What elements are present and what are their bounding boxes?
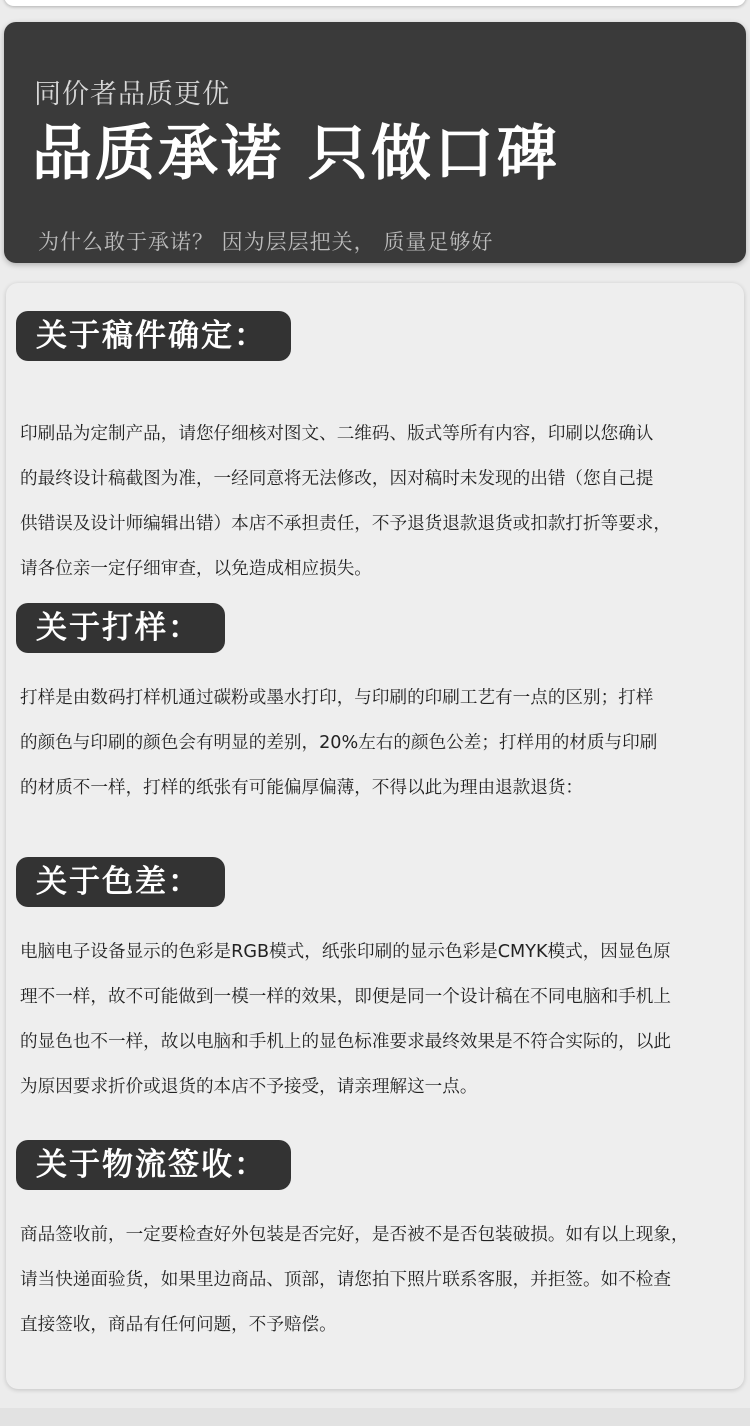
- section-heading: 关于打样：: [16, 603, 225, 653]
- body-line: 打样是由数码打样机通过碳粉或墨水打印，与印刷的印刷工艺有一点的区别；打样: [20, 688, 654, 708]
- body-line: 为原因要求折价或退货的本店不予接受，请亲理解这一点。: [20, 1077, 478, 1097]
- body-line: 商品签收前，一定要检查好外包装是否完好，是否被不是否包装破损。如有以上现象，: [20, 1225, 689, 1245]
- notice-panel: [6, 283, 744, 1389]
- body-line: 供错误及设计师编辑出错）本店不承担责任，不予退货退款退货或扣款打折等要求，: [20, 514, 671, 534]
- section-body: [20, 930, 726, 1110]
- body-line: 请各位亲一定仔细审查，以免造成相应损失。: [20, 559, 372, 579]
- body-line: 的显色也不一样，故以电脑和手机上的显色标准要求最终效果是不符合实际的，以此: [20, 1032, 671, 1052]
- body-line: 直接签收，商品有任何问题，不予赔偿。: [20, 1315, 337, 1335]
- body-line: 的材质不一样，打样的纸张有可能偏厚偏薄，不得以此为理由退款退货：: [20, 778, 584, 798]
- body-line: 的颜色与印刷的颜色会有明显的差别，20%左右的颜色公差；打样用的材质与印刷: [20, 733, 658, 753]
- section-heading: 关于稿件确定：: [16, 311, 291, 361]
- section-body: [20, 676, 726, 811]
- banner-tagline: 为什么敢于承诺？ 因为层层把关， 质量足够好: [38, 230, 494, 254]
- body-line: 请当快递面验货，如果里边商品、顶部，请您拍下照片联系客服，并拒签。如不检查: [20, 1270, 671, 1290]
- page-bottom-edge: [0, 1408, 750, 1426]
- banner-subtitle: 同价者品质更优: [34, 79, 230, 110]
- banner-title: 品质承诺 只做口碑: [32, 119, 560, 189]
- section-body: [20, 1213, 726, 1348]
- promise-banner: [4, 22, 746, 263]
- section-body: [20, 412, 726, 592]
- body-line: 印刷品为定制产品，请您仔细核对图文、二维码、版式等所有内容，印刷以您确认: [20, 424, 654, 444]
- body-line: 的最终设计稿截图为准，一经同意将无法修改，因对稿时未发现的出错（您自己提: [20, 469, 654, 489]
- section-heading: 关于物流签收：: [16, 1140, 291, 1190]
- body-line: 电脑电子设备显示的色彩是RGB模式，纸张印刷的显示色彩是CMYK模式，因显色原: [20, 942, 671, 962]
- section-heading: 关于色差：: [16, 857, 225, 907]
- previous-card-edge: [4, 0, 746, 6]
- body-line: 理不一样，故不可能做到一模一样的效果，即便是同一个设计稿在不同电脑和手机上: [20, 987, 671, 1007]
